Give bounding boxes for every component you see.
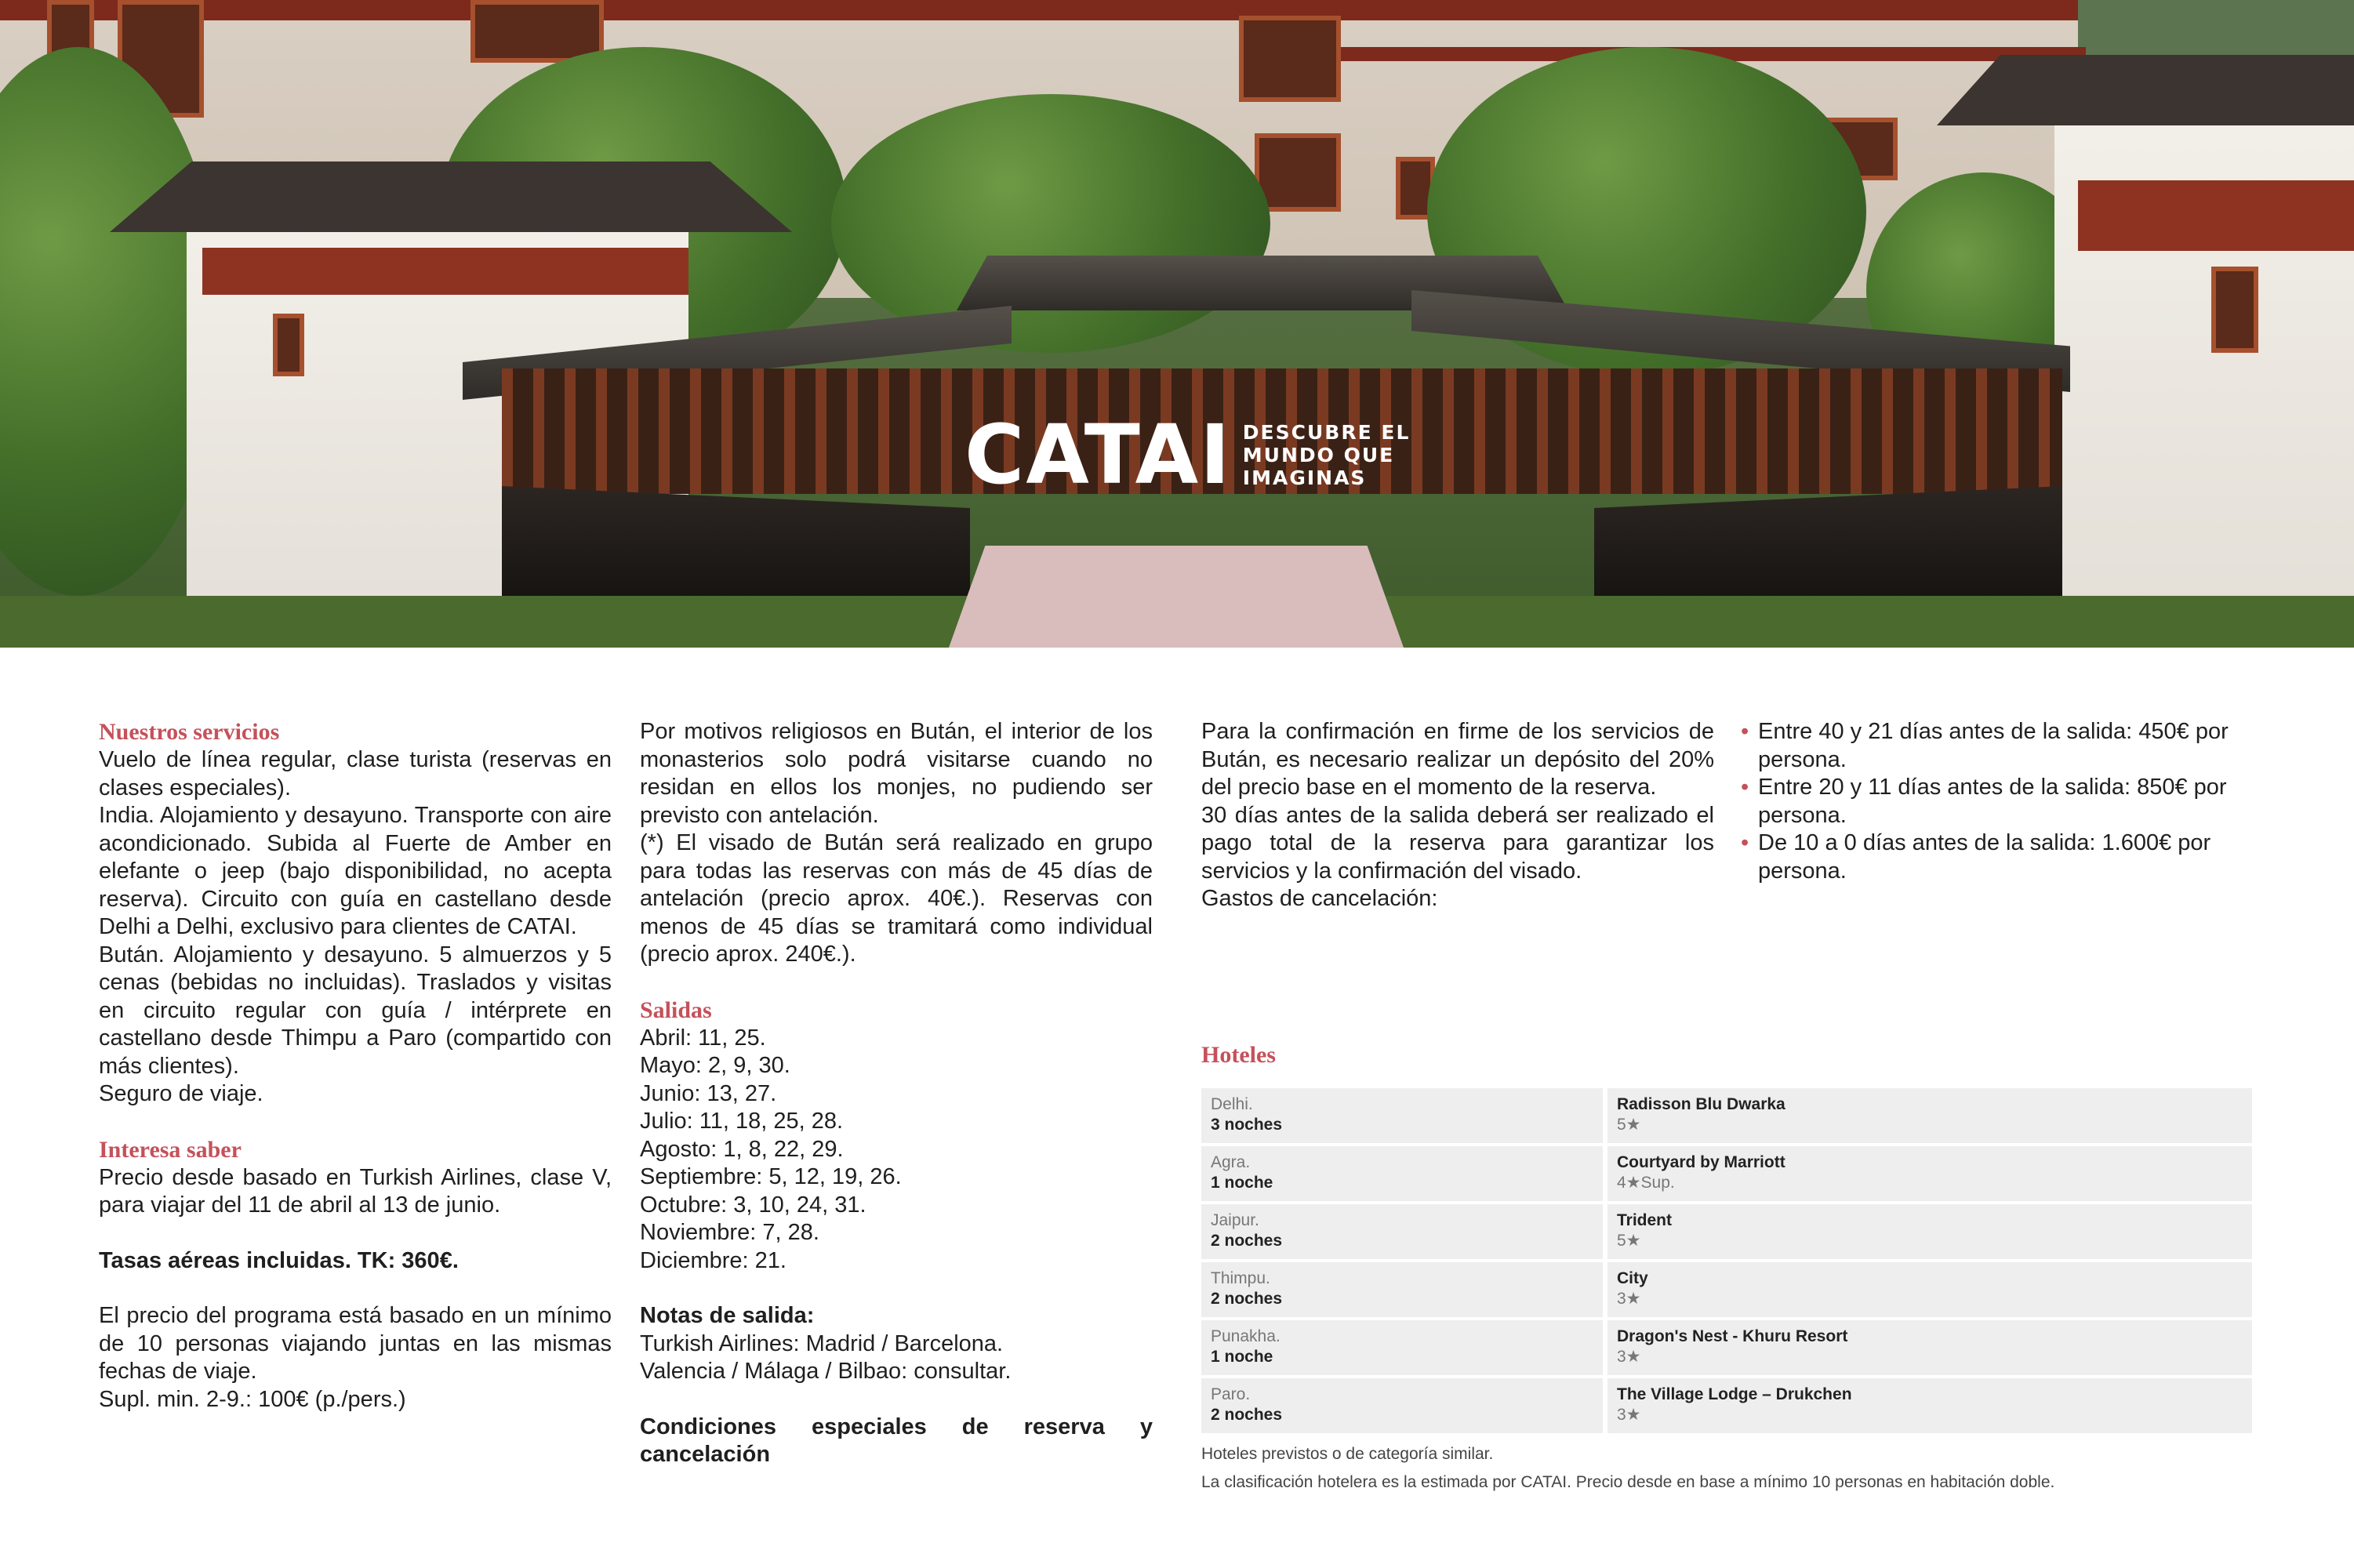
- nota-item: Valencia / Málaga / Bilbao: consultar.: [640, 1359, 1012, 1384]
- hotel-name: Dragon's Nest - Khuru Resort: [1617, 1327, 1848, 1345]
- hotel-city-cell: [1201, 1146, 1603, 1201]
- salida-item: Agosto: 1, 8, 22, 29.: [640, 1136, 844, 1162]
- catai-logo: [964, 407, 1411, 503]
- salida-item: Octubre: 3, 10, 24, 31.: [640, 1192, 866, 1218]
- city-name: Paro.: [1211, 1385, 1251, 1403]
- tower-window: [273, 314, 304, 376]
- hotels-note: Hoteles previstos o de categoría similar.: [1201, 1445, 1494, 1463]
- hoteles-heading: Hoteles: [1201, 1042, 1276, 1068]
- hotel-row: [1201, 1204, 2252, 1259]
- salida-item: Noviembre: 7, 28.: [640, 1220, 819, 1245]
- right-tower-band: [2078, 180, 2354, 251]
- salida-item: Julio: 11, 18, 25, 28.: [640, 1109, 844, 1134]
- salidas-list: [640, 1025, 1153, 1276]
- tasas-text: Tasas aéreas incluidas. TK: 360€.: [99, 1247, 459, 1273]
- cancel-list: [1739, 718, 2254, 885]
- hotel-name: Trident: [1617, 1211, 1673, 1229]
- hotel-name: Courtyard by Marriott: [1617, 1153, 1785, 1171]
- right-tower-roof: [1937, 55, 2354, 125]
- hotel-category: 5★: [1617, 1232, 1641, 1250]
- city-name: Thimpu.: [1211, 1269, 1270, 1287]
- hotel-row: [1201, 1320, 2252, 1375]
- hotel-city-cell: [1201, 1204, 1603, 1259]
- city-name: Agra.: [1211, 1153, 1251, 1171]
- hotel-city-cell: [1201, 1378, 1603, 1433]
- notas-heading: Notas de salida:: [640, 1303, 815, 1328]
- hotel-name-cell: [1607, 1088, 2252, 1143]
- hotel-category: 3★: [1617, 1348, 1641, 1366]
- logo-tagline-line: MUNDO QUE: [1242, 443, 1395, 466]
- hotel-name-cell: [1607, 1262, 2252, 1317]
- hotel-name-cell: [1607, 1320, 2252, 1375]
- city-name: Punakha.: [1211, 1327, 1281, 1345]
- hotel-row: [1201, 1378, 2252, 1433]
- motivos-text: Por motivos religiosos en Bután, el interior de los monasterios solo podrá visitarse cuando no residan en ellos los monjes, no pudiendo ser previsto con antelación.: [640, 719, 1153, 828]
- salida-item: Diciembre: 21.: [640, 1247, 786, 1273]
- hotel-city-cell: [1201, 1320, 1603, 1375]
- hotel-name: Radisson Blu Dwarka: [1617, 1095, 1785, 1113]
- logo-tagline-line: IMAGINAS: [1242, 466, 1367, 489]
- nota-item: Turkish Airlines: Madrid / Barcelona.: [640, 1330, 1004, 1356]
- logo-tagline-line: DESCUBRE EL: [1242, 420, 1411, 444]
- column-services: [99, 718, 612, 1414]
- salida-item: Junio: 13, 27.: [640, 1080, 777, 1106]
- interesa-heading: Interesa saber: [99, 1136, 242, 1163]
- nights: 1 noche: [1211, 1348, 1273, 1366]
- left-tower-band: [202, 248, 688, 295]
- column-departures: [640, 718, 1153, 1469]
- pago-text: 30 días antes de la salida deberá ser realizado el pago total de la reserva para garantizar los servicios y la confirmación del visado.: [1201, 802, 1714, 884]
- logo-brand: CATAI: [964, 407, 1232, 503]
- left-tower-roof: [110, 162, 792, 232]
- tree: [831, 94, 1270, 353]
- hotel-row: [1201, 1146, 2252, 1201]
- nights: 3 noches: [1211, 1116, 1283, 1134]
- nights: 2 noches: [1211, 1406, 1283, 1424]
- nights: 2 noches: [1211, 1290, 1283, 1308]
- hotel-name-cell: [1607, 1204, 2252, 1259]
- salidas-heading: Salidas: [640, 996, 712, 1023]
- dzong-roof-band: [0, 0, 2078, 20]
- city-name: Delhi.: [1211, 1095, 1253, 1113]
- column-cancellation: [1739, 718, 2254, 885]
- pink-tab: [949, 546, 1404, 648]
- hotel-category: 3★: [1617, 1290, 1641, 1308]
- hotel-city-cell: [1201, 1262, 1603, 1317]
- hotel-name: The Village Lodge – Drukchen: [1617, 1385, 1852, 1403]
- hotels-table: [1201, 1088, 2252, 1436]
- hotel-category: 4★Sup.: [1617, 1174, 1675, 1192]
- interesa-text: Precio desde basado en Turkish Airlines, clase V, para viajar del 11 de abril al 13 de junio.: [99, 1164, 612, 1218]
- supl-text: Supl. min. 2-9.: 100€ (p./pers.): [99, 1386, 406, 1412]
- servicios-heading: Nuestros servicios: [99, 719, 280, 745]
- confirmacion-text: Para la confirmación en firme de los servicios de Bután, es necesario realizar un depósito del 20% del precio base en el momento de la reserva.: [1201, 719, 1714, 800]
- nights: 1 noche: [1211, 1174, 1273, 1192]
- nights: 2 noches: [1211, 1232, 1283, 1250]
- dzong-window: [1239, 16, 1341, 102]
- hotel-row: [1201, 1088, 2252, 1143]
- hotel-row: [1201, 1262, 2252, 1317]
- dzong-window: [1255, 133, 1341, 212]
- servicios-paragraph: India. Alojamiento y desayuno. Transporte con aire acondicionado. Subida al Fuerte de Amber en elefante o jeep (bajo disponibilidad, no acepta reserva). Circuito con guía en castellano desde Delhi a Delhi, exclusivo para clientes de CATAI.: [99, 803, 612, 939]
- tower-window: [2211, 267, 2258, 353]
- condiciones-heading: Condiciones especiales de reserva y cancelación: [640, 1414, 1153, 1467]
- servicios-paragraph: Bután. Alojamiento y desayuno. 5 almuerzos y 5 cenas (bebidas no incluidas). Traslados y visitas en circuito regular con guía / intérprete en castellano desde Thimpu a Paro (compartido con más clientes).: [99, 942, 612, 1079]
- visado-text: (*) El visado de Bután será realizado en grupo para todas las reservas con más de 45 días de antelación (precio aprox. 40€.). Reservas con menos de 45 días se tramitará como individual (precio aprox. 240€.).: [640, 830, 1153, 967]
- hotel-name-cell: [1607, 1146, 2252, 1201]
- cancel-item: • Entre 40 y 21 días antes de la salida: 450€ por persona.: [1739, 718, 2254, 774]
- column-conditions: [1201, 718, 1714, 913]
- servicios-paragraph: Vuelo de línea regular, clase turista (reservas en clases especiales).: [99, 747, 612, 800]
- hotel-category: 5★: [1617, 1116, 1641, 1134]
- cancel-item: • Entre 20 y 11 días antes de la salida: 850€ por persona.: [1739, 774, 2254, 829]
- salida-item: Abril: 11, 25.: [640, 1025, 766, 1051]
- minimo-text: El precio del programa está basado en un mínimo de 10 personas viajando juntas en las mismas fechas de viaje.: [99, 1303, 612, 1384]
- servicios-paragraph: Seguro de viaje.: [99, 1081, 263, 1106]
- hotels-classification-note: La clasificación hotelera es la estimada por CATAI. Precio desde en base a mínimo 10 personas en habitación doble.: [1201, 1473, 2055, 1491]
- hotel-category: 3★: [1617, 1406, 1641, 1424]
- gastos-text: Gastos de cancelación:: [1201, 886, 1438, 911]
- city-name: Jaipur.: [1211, 1211, 1259, 1229]
- cancel-item: • De 10 a 0 días antes de la salida: 1.600€ por persona.: [1739, 829, 2254, 885]
- hotel-name-cell: [1607, 1378, 2252, 1433]
- logo-tagline: [1243, 421, 1411, 489]
- salida-item: Septiembre: 5, 12, 19, 26.: [640, 1164, 902, 1189]
- salida-item: Mayo: 2, 9, 30.: [640, 1053, 790, 1078]
- hotel-name: City: [1617, 1269, 1648, 1287]
- hotel-city-cell: [1201, 1088, 1603, 1143]
- hero-photo: [0, 0, 2354, 648]
